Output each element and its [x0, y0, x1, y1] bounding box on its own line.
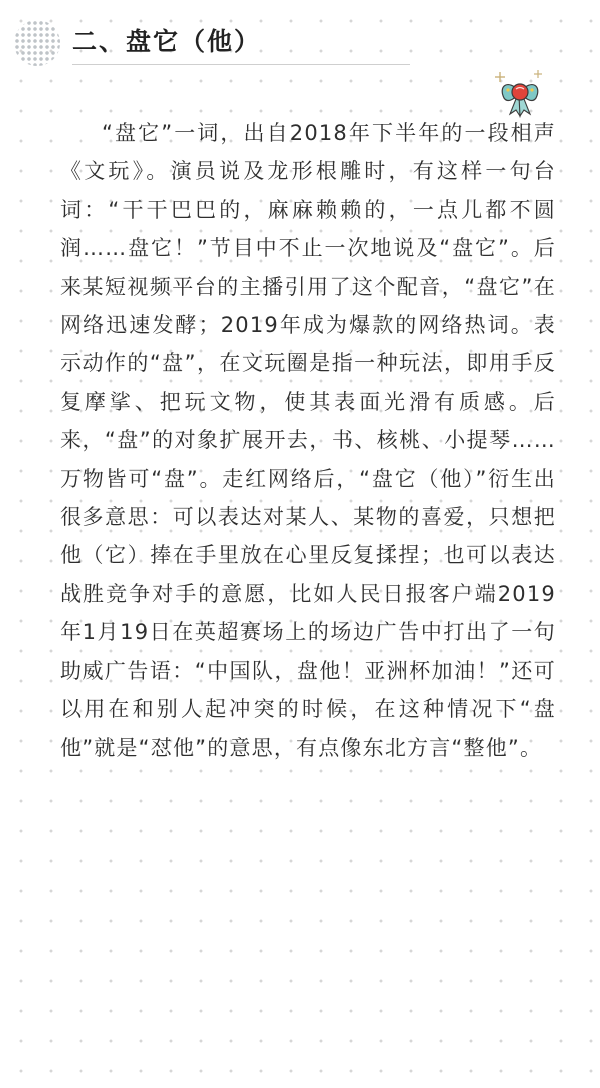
- bow-knot: [512, 84, 528, 100]
- sparkle-icon: [495, 70, 542, 82]
- bow-ribbon-icon: [494, 66, 546, 118]
- section-title: 二、盘它（他）: [72, 27, 262, 56]
- title-underline: [72, 64, 410, 65]
- dotted-circle-icon: [14, 20, 60, 66]
- article-paragraph: “盘它”一词，出自2018年下半年的一段相声《文玩》。演员说及龙形根雕时，有这样一句台词：“干干巴巴的，麻麻赖赖的，一点儿都不圆润……盘它！”节目中不止一次地说及“盘它”。后来某短视频平台的主播引用了这个配音，“盘它”在网络迅速发酵；2019年成为爆款的网络热词。表示动作的“盘”，在文玩圈是指一种玩法，即用手反复摩挲、把玩文物，使其表面光滑有质感。后来，“盘”的对象扩展开去，书、核桃、小提琴……万物皆可“盘”。走红网络后，“盘它（他）”衍生出很多意思：可以表达对某人、某物的喜爱，只想把他（它）捧在手里放在心里反复揉捏；也可以表达战胜竞争对手的意愿，比如人民日报客户端2019年1月19日在英超赛场上的场边广告中打出了一句助威广告语：“中国队，盘他！亚洲杯加油！”还可以用在和别人起冲突的时候，在这种情况下“盘他”就是“怼他”的意思，有点像东北方言“整他”。: [60, 121, 556, 760]
